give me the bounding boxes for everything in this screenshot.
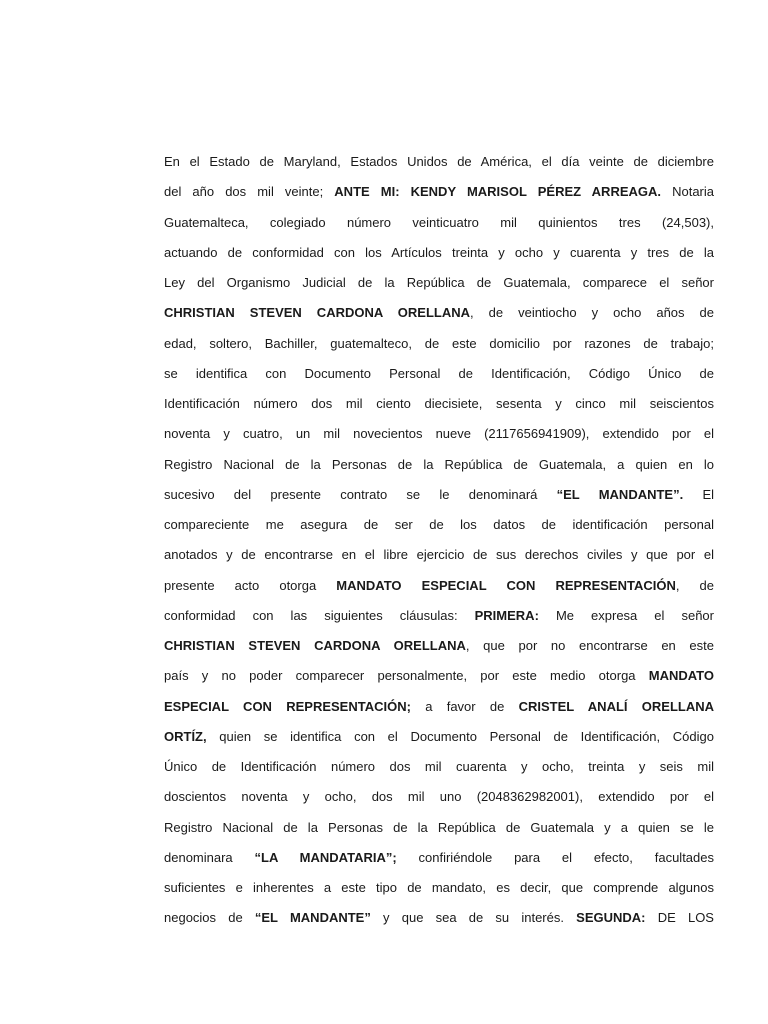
text-line: [164, 903, 714, 933]
text-run: Notaria: [661, 184, 714, 200]
text-run: y que sea de su interés.: [370, 910, 577, 926]
text-line: [164, 268, 714, 298]
text-run: Guatemalteca, colegiado número veinticuatro mil quinientos tres (24,503),: [164, 214, 714, 230]
text-run: conformidad con las siguientes cláusulas:: [164, 607, 475, 623]
bold-text-run: MANDATO ESPECIAL CON REPRESENTACIÓN: [336, 577, 676, 593]
text-run: Registro Nacional de la Personas de la República de Guatemala y a quien se le: [164, 819, 714, 835]
text-line: [164, 208, 714, 238]
text-line: [164, 419, 714, 449]
text-run: Único de Identificación número dos mil cuarenta y ocho, treinta y seis mil: [164, 759, 714, 774]
text-run: se identifica con Documento Personal de Identificación, Código Único de: [164, 365, 714, 381]
text-line: [164, 177, 714, 207]
text-line: [164, 813, 714, 843]
text-run: del año dos mil veinte;: [164, 184, 335, 200]
bold-text-run: ANTE MI: KENDY MARISOL PÉREZ ARREAGA.: [334, 184, 662, 200]
bold-text-run: “EL MANDANTE”.: [556, 486, 684, 502]
text-line: [164, 631, 714, 661]
bold-text-run: CRISTEL ANALÍ ORELLANA: [518, 698, 714, 714]
text-line: [164, 752, 714, 782]
text-run: negocios de: [164, 910, 255, 926]
text-run: doscientos noventa y ocho, dos mil uno (2048362982001), extendido por el: [164, 789, 714, 805]
text-run: El: [683, 486, 715, 502]
text-run: noventa y cuatro, un mil novecientos nueve (2117656941909), extendido por el: [164, 426, 714, 442]
bold-text-run: “LA MANDATARIA”;: [254, 849, 397, 865]
text-run: En el Estado de Maryland, Estados Unidos de América, el día veinte de diciembre: [164, 154, 714, 169]
text-line: [164, 782, 714, 812]
text-run: quien se identifica con el Documento Personal de Identificación, Código: [206, 728, 714, 744]
text-run: denominara: [164, 849, 255, 865]
text-run: , de: [675, 577, 715, 593]
text-line: [164, 510, 714, 540]
bold-text-run: MANDATO: [648, 668, 714, 684]
bold-text-run: CHRISTIAN STEVEN CARDONA ORELLANA: [164, 305, 470, 321]
text-run: Ley del Organismo Judicial de la República de Guatemala, comparece el señor: [164, 275, 714, 290]
text-run: país y no poder comparecer personalmente, por este medio otorga: [164, 668, 649, 684]
text-run: sucesivo del presente contrato se le denominará: [164, 486, 557, 502]
text-run: , que por no encontrarse en este: [465, 638, 714, 653]
text-run: anotados y de encontrarse en el libre ejercicio de sus derechos civiles y que por el: [164, 547, 714, 563]
bold-text-run: “EL MANDANTE”: [254, 910, 371, 926]
text-run: suficientes e inherentes a este tipo de mandato, es decir, que comprende algunos: [164, 880, 714, 895]
text-line: [164, 843, 714, 873]
text-run: presente acto otorga: [164, 577, 337, 593]
text-line: [164, 480, 714, 510]
text-line: [164, 692, 714, 722]
bold-text-run: ORTÍZ,: [164, 728, 207, 744]
document-body: [164, 147, 714, 934]
text-run: compareciente me asegura de ser de los datos de identificación personal: [164, 517, 714, 532]
text-run: Identificación número dos mil ciento diecisiete, sesenta y cinco mil seiscientos: [164, 396, 714, 411]
text-run: Registro Nacional de la Personas de la República de Guatemala, a quien en lo: [164, 456, 714, 472]
text-line: [164, 389, 714, 419]
bold-text-run: PRIMERA:: [474, 607, 539, 623]
text-run: confiriéndole para el efecto, facultades: [396, 849, 714, 865]
text-line: [164, 661, 714, 691]
text-line: [164, 298, 714, 328]
text-line: [164, 571, 714, 601]
text-run: a favor de: [410, 698, 519, 714]
text-run: actuando de conformidad con los Artículos treinta y ocho y cuarenta y tres de la: [164, 244, 714, 260]
text-line: [164, 450, 714, 480]
text-run: , de veintiocho y ocho años de: [470, 305, 714, 321]
text-run: edad, soltero, Bachiller, guatemalteco, de este domicilio por razones de trabajo;: [164, 335, 714, 351]
text-line: [164, 540, 714, 570]
text-run: DE LOS: [645, 910, 714, 926]
text-line: [164, 873, 714, 903]
text-run: Me expresa el señor: [538, 607, 714, 623]
bold-text-run: SEGUNDA:: [576, 910, 646, 926]
text-line: [164, 722, 714, 752]
bold-text-run: ESPECIAL CON REPRESENTACIÓN;: [164, 698, 411, 714]
text-line: [164, 601, 714, 631]
text-line: [164, 329, 714, 359]
text-line: [164, 238, 714, 268]
bold-text-run: CHRISTIAN STEVEN CARDONA ORELLANA: [164, 638, 466, 653]
text-line: [164, 147, 714, 177]
text-line: [164, 359, 714, 389]
